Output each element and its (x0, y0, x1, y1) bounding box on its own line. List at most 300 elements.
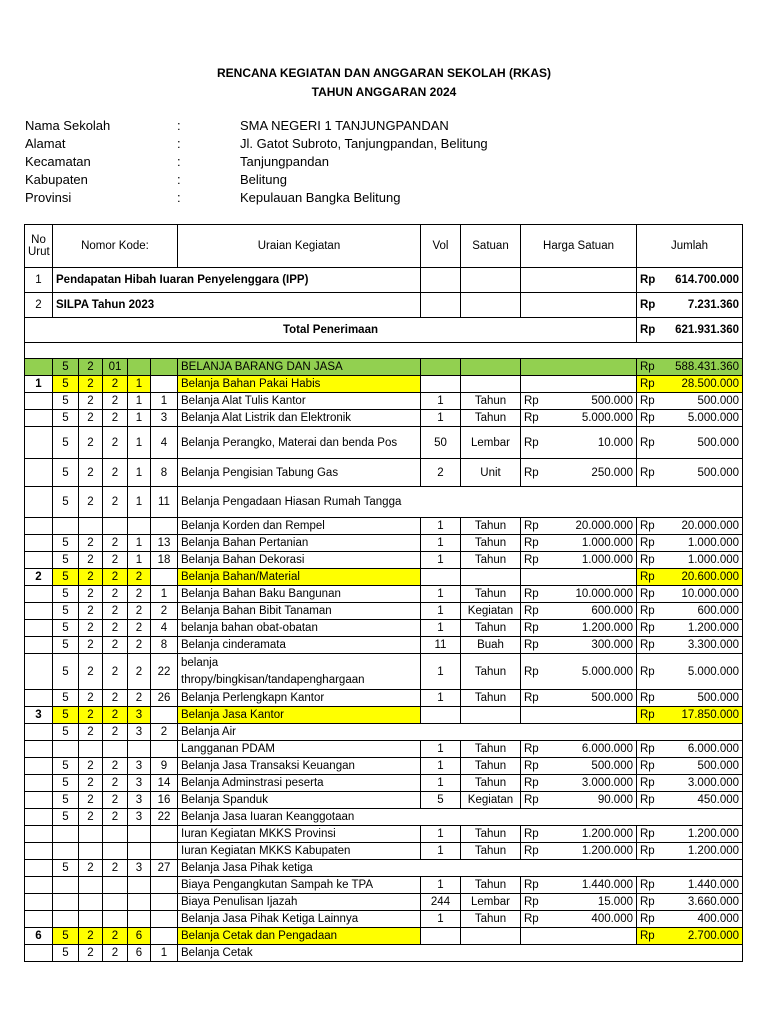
row-uraian: Belanja Adminstrasi peserta (178, 775, 421, 792)
row-jumlah-rp: Rp (637, 268, 661, 293)
budget-row (25, 707, 743, 724)
kode-4: 2 (128, 690, 151, 707)
row-uraian (178, 654, 421, 690)
budget-row (25, 724, 743, 741)
row-vol: 2 (421, 459, 461, 487)
kode-3: 2 (103, 393, 128, 410)
row-satuan: Tahun (461, 741, 521, 758)
kode-2 (79, 894, 103, 911)
row-harga-rp: Rp (521, 826, 551, 843)
row-no (25, 826, 53, 843)
kode-2: 2 (79, 569, 103, 586)
row-harga: 250.000 (551, 459, 637, 487)
row-uraian: Iuran Kegiatan MKKS Provinsi (178, 826, 421, 843)
kode-1: 5 (53, 376, 79, 393)
header-uraian: Uraian Kegiatan (178, 225, 421, 268)
info-separator: : (177, 154, 181, 169)
row-jumlah: 20.600.000 (661, 569, 743, 586)
row-vol: 1 (421, 603, 461, 620)
row-no (25, 758, 53, 775)
kode-3 (103, 741, 128, 758)
row-jumlah-rp: Rp (637, 826, 661, 843)
kode-4: 1 (128, 552, 151, 569)
row-harga (521, 293, 637, 318)
row-vol: 50 (421, 427, 461, 459)
kode-5: 26 (151, 690, 178, 707)
kode-4: 3 (128, 792, 151, 809)
kode-5 (151, 707, 178, 724)
kode-4 (128, 826, 151, 843)
row-harga: 500.000 (551, 758, 637, 775)
row-uraian: Belanja Air (178, 724, 743, 741)
row-uraian: Belanja Spanduk (178, 792, 421, 809)
kode-5: 8 (151, 459, 178, 487)
row-vol: 1 (421, 518, 461, 535)
row-vol (421, 268, 461, 293)
budget-row (25, 552, 743, 569)
row-harga: 1.200.000 (551, 620, 637, 637)
row-harga-rp (521, 359, 551, 376)
row-satuan: Tahun (461, 775, 521, 792)
row-vol: 1 (421, 775, 461, 792)
row-uraian: Iuran Kegiatan MKKS Kabupaten (178, 843, 421, 860)
row-jumlah-rp: Rp (637, 741, 661, 758)
info-value: Belitung (240, 172, 287, 187)
row-satuan: Tahun (461, 758, 521, 775)
row-satuan: Tahun (461, 410, 521, 427)
row-harga-rp (521, 707, 551, 724)
row-harga-rp: Rp (521, 410, 551, 427)
info-label: Kabupaten (25, 172, 88, 187)
row-harga: 3.000.000 (551, 775, 637, 792)
row-harga-rp (521, 928, 551, 945)
budget-row (25, 427, 743, 459)
kode-3: 2 (103, 809, 128, 826)
row-harga-rp: Rp (521, 792, 551, 809)
row-satuan (461, 293, 521, 318)
kode-1: 5 (53, 569, 79, 586)
kode-3: 2 (103, 792, 128, 809)
kode-2: 2 (79, 586, 103, 603)
kode-5 (151, 741, 178, 758)
row-satuan (461, 359, 521, 376)
row-satuan: Tahun (461, 654, 521, 690)
kode-3 (103, 911, 128, 928)
kode-5 (151, 569, 178, 586)
row-jumlah-rp: Rp (637, 518, 661, 535)
kode-3: 2 (103, 945, 128, 962)
row-vol: 1 (421, 758, 461, 775)
row-harga-rp: Rp (521, 603, 551, 620)
row-no (25, 775, 53, 792)
row-no (25, 945, 53, 962)
row-jumlah-rp: Rp (637, 637, 661, 654)
kode-5: 22 (151, 809, 178, 826)
kode-3: 2 (103, 535, 128, 552)
info-value: Kepulauan Bangka Belitung (240, 190, 401, 205)
row-jumlah-rp: Rp (637, 293, 661, 318)
kode-5: 2 (151, 603, 178, 620)
row-satuan: Tahun (461, 843, 521, 860)
row-jumlah: 500.000 (661, 690, 743, 707)
kode-3: 2 (103, 427, 128, 459)
row-no (25, 877, 53, 894)
row-no (25, 911, 53, 928)
row-no: 2 (25, 569, 53, 586)
row-satuan: Tahun (461, 552, 521, 569)
info-value: Jl. Gatot Subroto, Tanjungpandan, Belitung (240, 136, 488, 151)
budget-row (25, 359, 743, 376)
row-harga-rp: Rp (521, 427, 551, 459)
kode-3: 2 (103, 707, 128, 724)
kode-4 (128, 843, 151, 860)
info-label: Alamat (25, 136, 66, 151)
row-no (25, 843, 53, 860)
kode-2: 2 (79, 654, 103, 690)
kode-3 (103, 826, 128, 843)
row-harga: 600.000 (551, 603, 637, 620)
row-jumlah-rp: Rp (637, 707, 661, 724)
row-uraian: Belanja Perlengkapn Kantor (178, 690, 421, 707)
kode-1: 5 (53, 775, 79, 792)
info-label: Nama Sekolah (25, 118, 111, 133)
row-harga-rp (521, 569, 551, 586)
row-harga-rp (521, 376, 551, 393)
kode-4: 1 (128, 487, 151, 518)
row-jumlah-rp: Rp (637, 359, 661, 376)
kode-3: 2 (103, 410, 128, 427)
row-jumlah-rp: Rp (637, 410, 661, 427)
kode-1 (53, 911, 79, 928)
kode-2 (79, 826, 103, 843)
row-no (25, 393, 53, 410)
budget-row (25, 459, 743, 487)
row-harga-rp: Rp (521, 654, 551, 690)
kode-1 (53, 843, 79, 860)
row-uraian: Belanja cinderamata (178, 637, 421, 654)
kode-2 (79, 741, 103, 758)
info-value: SMA NEGERI 1 TANJUNGPANDAN (240, 118, 449, 133)
kode-3 (103, 518, 128, 535)
row-no (25, 459, 53, 487)
row-satuan: Tahun (461, 826, 521, 843)
budget-row (25, 637, 743, 654)
kode-1 (53, 877, 79, 894)
kode-5: 13 (151, 535, 178, 552)
kode-4 (128, 911, 151, 928)
kode-4 (128, 518, 151, 535)
kode-3: 2 (103, 637, 128, 654)
info-separator: : (177, 136, 181, 151)
total-row (25, 318, 743, 343)
kode-2: 2 (79, 758, 103, 775)
kode-5 (151, 376, 178, 393)
budget-row (25, 758, 743, 775)
row-harga-rp: Rp (521, 690, 551, 707)
row-jumlah: 28.500.000 (661, 376, 743, 393)
row-no (25, 586, 53, 603)
row-satuan (461, 707, 521, 724)
row-vol: 1 (421, 911, 461, 928)
row-satuan: Unit (461, 459, 521, 487)
budget-row (25, 911, 743, 928)
kode-3: 2 (103, 586, 128, 603)
row-harga: 1.200.000 (551, 826, 637, 843)
row-jumlah: 500.000 (661, 427, 743, 459)
row-uraian: Belanja Pengisian Tabung Gas (178, 459, 421, 487)
kode-3: 2 (103, 487, 128, 518)
row-uraian: Belanja Pengadaan Hiasan Rumah Tangga (178, 487, 743, 518)
kode-1: 5 (53, 945, 79, 962)
row-jumlah: 450.000 (661, 792, 743, 809)
row-jumlah-rp: Rp (637, 459, 661, 487)
kode-5: 8 (151, 637, 178, 654)
kode-3 (103, 894, 128, 911)
row-harga-rp: Rp (521, 620, 551, 637)
row-jumlah-rp: Rp (637, 569, 661, 586)
row-uraian: SILPA Tahun 2023 (53, 293, 421, 318)
row-jumlah-rp: Rp (637, 775, 661, 792)
row-no (25, 620, 53, 637)
row-jumlah: 20.000.000 (661, 518, 743, 535)
header-satuan: Satuan (461, 225, 521, 268)
row-no (25, 741, 53, 758)
kode-2 (79, 518, 103, 535)
budget-row (25, 410, 743, 427)
row-no (25, 724, 53, 741)
kode-4 (128, 741, 151, 758)
kode-4: 3 (128, 860, 151, 877)
row-vol: 1 (421, 586, 461, 603)
row-vol: 1 (421, 877, 461, 894)
row-jumlah-rp: Rp (637, 843, 661, 860)
pendapatan-row (25, 268, 743, 293)
kode-4: 1 (128, 459, 151, 487)
kode-5: 18 (151, 552, 178, 569)
budget-row (25, 376, 743, 393)
row-vol: 1 (421, 843, 461, 860)
row-harga-rp: Rp (521, 877, 551, 894)
row-jumlah: 614.700.000 (661, 268, 743, 293)
kode-4: 3 (128, 707, 151, 724)
kode-4 (128, 894, 151, 911)
row-harga: 400.000 (551, 911, 637, 928)
kode-1: 5 (53, 586, 79, 603)
kode-3 (103, 843, 128, 860)
kode-1: 5 (53, 792, 79, 809)
row-uraian: BELANJA BARANG DAN JASA (178, 359, 421, 376)
kode-5 (151, 826, 178, 843)
row-satuan: Kegiatan (461, 792, 521, 809)
row-jumlah: 17.850.000 (661, 707, 743, 724)
row-harga (551, 928, 637, 945)
kode-3: 2 (103, 758, 128, 775)
kode-5: 1 (151, 945, 178, 962)
kode-1: 5 (53, 459, 79, 487)
row-jumlah-rp: Rp (637, 911, 661, 928)
kode-2 (79, 877, 103, 894)
kode-2: 2 (79, 393, 103, 410)
row-vol (421, 293, 461, 318)
row-vol: 11 (421, 637, 461, 654)
row-jumlah: 500.000 (661, 459, 743, 487)
kode-5 (151, 518, 178, 535)
kode-3: 2 (103, 552, 128, 569)
kode-5: 1 (151, 586, 178, 603)
kode-4: 1 (128, 393, 151, 410)
row-harga (551, 376, 637, 393)
row-vol: 5 (421, 792, 461, 809)
row-uraian: belanja bahan obat-obatan (178, 620, 421, 637)
info-separator: : (177, 172, 181, 187)
kode-3: 2 (103, 690, 128, 707)
uraian-line-1: belanja (181, 656, 219, 669)
kode-5 (151, 928, 178, 945)
kode-2: 2 (79, 860, 103, 877)
row-harga: 6.000.000 (551, 741, 637, 758)
budget-row (25, 535, 743, 552)
kode-5: 1 (151, 393, 178, 410)
row-jumlah: 1.200.000 (661, 620, 743, 637)
row-harga: 90.000 (551, 792, 637, 809)
row-satuan: Lembar (461, 894, 521, 911)
row-harga (551, 569, 637, 586)
kode-2: 2 (79, 792, 103, 809)
row-jumlah: 3.300.000 (661, 637, 743, 654)
kode-1: 5 (53, 487, 79, 518)
row-vol (421, 376, 461, 393)
budget-row (25, 393, 743, 410)
kode-1: 5 (53, 393, 79, 410)
row-harga-rp: Rp (521, 552, 551, 569)
row-vol (421, 359, 461, 376)
kode-2: 2 (79, 945, 103, 962)
row-vol: 244 (421, 894, 461, 911)
row-harga-rp: Rp (521, 393, 551, 410)
row-jumlah: 1.200.000 (661, 843, 743, 860)
budget-row (25, 487, 743, 518)
doc-subtitle: TAHUN ANGGARAN 2024 (311, 85, 457, 99)
row-harga (551, 707, 637, 724)
header-jumlah: Jumlah (637, 225, 743, 268)
kode-4: 2 (128, 654, 151, 690)
kode-4: 2 (128, 586, 151, 603)
kode-2: 2 (79, 707, 103, 724)
kode-2: 2 (79, 427, 103, 459)
kode-3: 2 (103, 928, 128, 945)
budget-row (25, 877, 743, 894)
kode-5: 4 (151, 427, 178, 459)
row-uraian: Belanja Bahan/Material (178, 569, 421, 586)
header-harga: Harga Satuan (521, 225, 637, 268)
kode-5: 4 (151, 620, 178, 637)
info-separator: : (177, 118, 181, 133)
row-uraian: Belanja Cetak dan Pengadaan (178, 928, 421, 945)
row-no: 1 (25, 376, 53, 393)
row-jumlah-rp: Rp (637, 393, 661, 410)
row-vol: 1 (421, 552, 461, 569)
kode-2: 2 (79, 775, 103, 792)
row-uraian: Belanja Jasa Pihak Ketiga Lainnya (178, 911, 421, 928)
kode-4: 1 (128, 410, 151, 427)
rkas-table (24, 224, 743, 962)
row-no (25, 654, 53, 690)
kode-5 (151, 359, 178, 376)
kode-1 (53, 741, 79, 758)
row-no (25, 410, 53, 427)
row-jumlah: 6.000.000 (661, 741, 743, 758)
kode-1: 5 (53, 359, 79, 376)
row-vol: 1 (421, 690, 461, 707)
row-jumlah: 1.000.000 (661, 552, 743, 569)
row-no: 3 (25, 707, 53, 724)
budget-row (25, 741, 743, 758)
kode-2 (79, 911, 103, 928)
row-vol: 1 (421, 410, 461, 427)
kode-3: 2 (103, 654, 128, 690)
kode-1: 5 (53, 552, 79, 569)
row-harga-rp: Rp (521, 775, 551, 792)
kode-2: 2 (79, 459, 103, 487)
row-harga: 10.000.000 (551, 586, 637, 603)
row-harga (521, 268, 637, 293)
kode-1: 5 (53, 654, 79, 690)
row-harga: 5.000.000 (551, 410, 637, 427)
row-uraian: Belanja Bahan Pertanian (178, 535, 421, 552)
row-harga (551, 359, 637, 376)
row-uraian: Belanja Jasa Transaksi Keuangan (178, 758, 421, 775)
row-harga: 1.000.000 (551, 535, 637, 552)
kode-2: 2 (79, 620, 103, 637)
row-jumlah-rp: Rp (637, 552, 661, 569)
row-satuan: Tahun (461, 393, 521, 410)
budget-row (25, 518, 743, 535)
row-jumlah-rp: Rp (637, 758, 661, 775)
kode-4: 3 (128, 775, 151, 792)
row-vol: 1 (421, 620, 461, 637)
row-satuan: Tahun (461, 690, 521, 707)
row-jumlah-rp: Rp (637, 535, 661, 552)
row-jumlah: 10.000.000 (661, 586, 743, 603)
row-uraian: Belanja Jasa Iuaran Keanggotaan (178, 809, 743, 826)
row-no (25, 860, 53, 877)
row-jumlah-rp: Rp (637, 792, 661, 809)
kode-1: 5 (53, 758, 79, 775)
kode-4 (128, 359, 151, 376)
kode-4 (128, 877, 151, 894)
budget-row (25, 603, 743, 620)
spacer-cell (25, 343, 743, 359)
kode-3: 2 (103, 860, 128, 877)
row-vol: 1 (421, 393, 461, 410)
row-jumlah: 1.200.000 (661, 826, 743, 843)
kode-2: 2 (79, 410, 103, 427)
kode-1: 5 (53, 809, 79, 826)
kode-2: 2 (79, 690, 103, 707)
row-satuan: Tahun (461, 620, 521, 637)
kode-4: 1 (128, 427, 151, 459)
row-jumlah: 400.000 (661, 911, 743, 928)
total-label: Total Penerimaan (25, 318, 637, 343)
row-harga: 500.000 (551, 690, 637, 707)
row-jumlah-rp: Rp (637, 603, 661, 620)
kode-5 (151, 911, 178, 928)
kode-1: 5 (53, 637, 79, 654)
row-uraian: Belanja Korden dan Rempel (178, 518, 421, 535)
row-uraian: Belanja Cetak (178, 945, 743, 962)
budget-row (25, 809, 743, 826)
budget-row (25, 792, 743, 809)
